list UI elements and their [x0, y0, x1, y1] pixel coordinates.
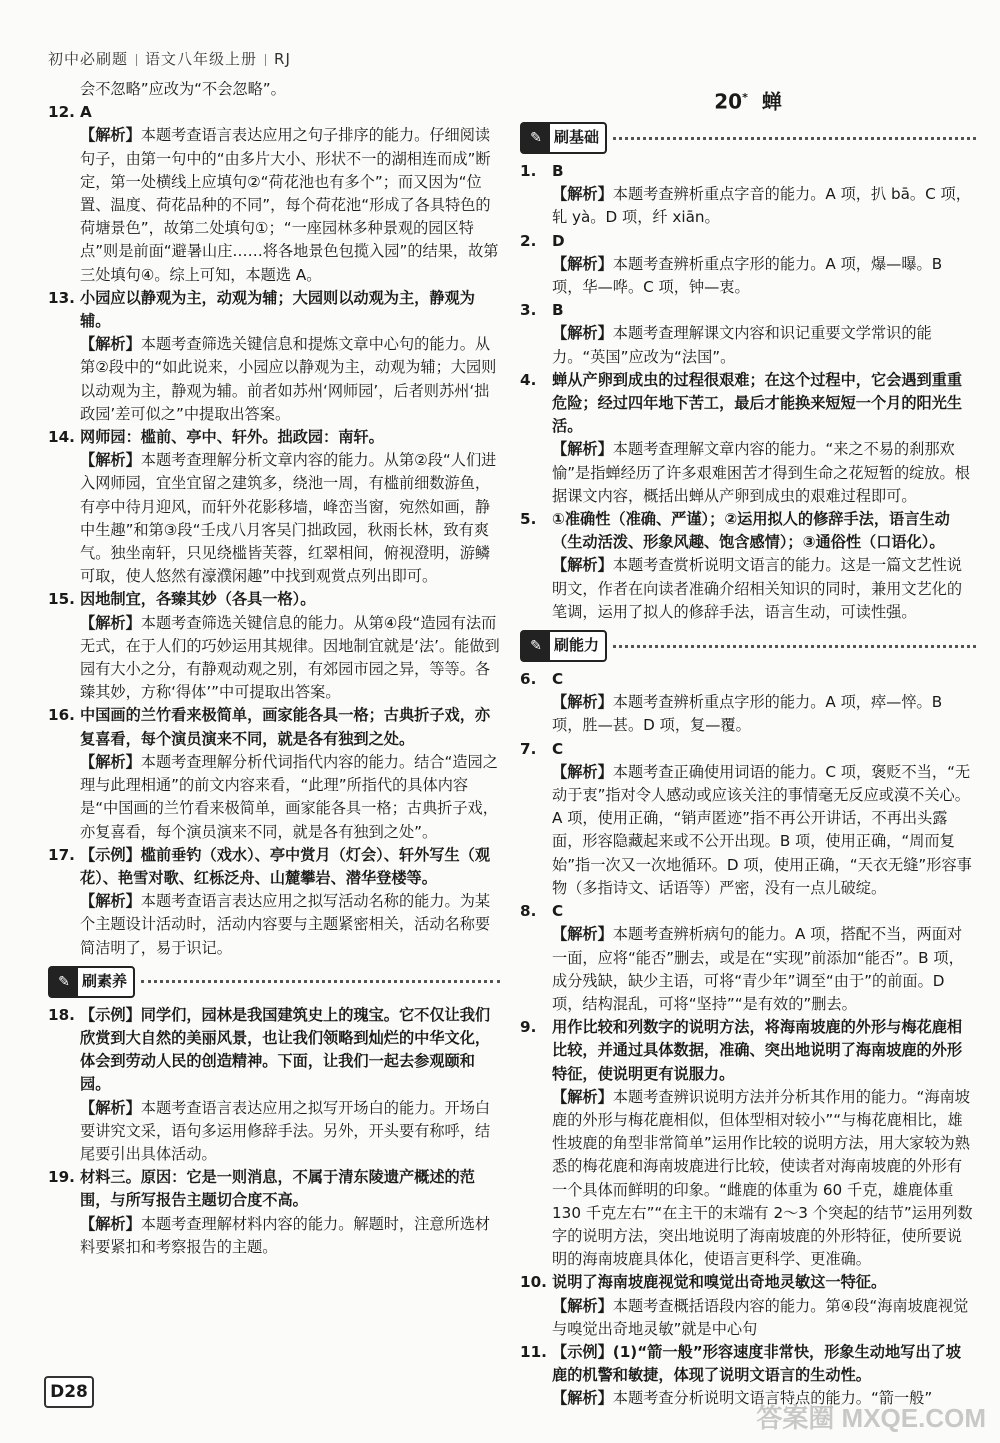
item-answer: A: [80, 103, 92, 122]
analysis-tag: 【解析】: [80, 335, 141, 354]
pencil-icon: ✎: [522, 124, 550, 152]
analysis-tag: 【解析】: [80, 1098, 141, 1117]
analysis-text: 本题考查理解分析代词指代内容的能力。结合“造园之理与此理相通”的前文内容来看，“此理”所指代的具体内容是“中国画的兰竹看来极简单，画家能各具一格；古典折子戏，亦复喜看，每个演员演来不同，就是各有独到之处”。: [80, 752, 498, 841]
analysis-tag: 【解析】: [552, 693, 613, 712]
section-bar-nengli: [520, 630, 976, 662]
item-number: 17.: [48, 845, 75, 864]
item-answer: B: [552, 162, 564, 180]
answer-item: [520, 299, 976, 322]
right-column: [520, 86, 976, 1411]
item-answer: 小园应以静观为主，动观为辅；大园则以动观为主，静观为辅。: [80, 288, 475, 331]
running-header: [48, 48, 291, 69]
item-answer: D: [552, 231, 565, 250]
item-answer: C: [552, 902, 564, 921]
item-analysis: [48, 449, 500, 588]
item-analysis: [520, 691, 976, 737]
analysis-text: 本题考查语言表达应用之句子排序的能力。仔细阅读句子，由第一句中的“由多片大小、形状不一的湖相连而成”断定，第一处横线上应填句②“荷花池也有多个”；而又因为“位置、温度、荷花品种的不同”，每个荷花池“形成了各具特色的荷塘景色”，故第二处填句①；“一座园林多种景观的园区特点”则是前面“避暑山庄……将各地景色包揽入园”的结果，故第三处填句④。综上可知，本题选 A。: [80, 126, 499, 284]
section-title: 刷基础: [554, 128, 600, 147]
answer-item: [520, 668, 976, 691]
item-answer: 蝉从产卵到成虫的过程很艰难；在这个过程中，它会遇到重重危险；经过四年地下苦工，最后才能换来短短一个月的阳光生活。: [552, 370, 963, 436]
analysis-text: 本题考查理解材料内容的能力。解题时，注意所选材料要紧扣和考察报告的主题。: [80, 1214, 491, 1256]
analysis-text: 本题考查辨识说明方法并分析其作用的能力。“海南坡鹿的外形与梅花鹿相似，但体型相对较小”“与梅花鹿相比，雄性坡鹿的角型非常简单”运用作比较的说明方法，用大家较为熟悉的梅花鹿和海南坡鹿进行比较，使读者对海南坡鹿的外形有一个具体而鲜明的印象。“雌鹿的体重为 60 千克，雄鹿体重 130 千克左右”“在主干的末端有 2～3 个突起的结节”运用列数字的说明方法，突出地说明了海南坡鹿的外形特征，使所要说明的海南坡鹿具体化，使语言更科学、更准确。: [552, 1087, 973, 1269]
item-analysis: [48, 890, 500, 960]
answer-item: [520, 230, 976, 253]
item-answer: 【示例】槛前垂钓（戏水）、亭中赏月（灯会）、轩外写生（观花）、艳雪对歌、红栎泛舟、山麓攀岩、潜华登楼等。: [80, 845, 491, 887]
analysis-tag: 【解析】: [552, 1296, 613, 1315]
item-analysis: [520, 761, 976, 900]
answer-item: [520, 508, 976, 554]
left-items: [48, 101, 500, 960]
analysis-tag: 【解析】: [80, 752, 141, 771]
item-number: 12.: [48, 103, 75, 122]
item-number: 11.: [520, 1342, 547, 1361]
item-number: 8.: [520, 902, 537, 921]
book-subject: 语文八年级上册: [145, 50, 258, 68]
analysis-text: 本题考查理解分析文章内容的能力。从第②段“人们进入网师园，宜坐宜留之建筑多，绕池一周，有槛前细数游鱼，有亭中待月迎风，而轩外花影移墙，峰峦当窗，宛然如画，静中生趣”和第③段“壬戌八月客吴门拙政园，秋雨长林，致有爽气。独坐南轩，只见绕槛皆芙蓉，红翠相间，俯视澄明，游鳞可取，使人悠然有濠濮闲趣”中找到观赏点列出即可。: [80, 451, 497, 586]
analysis-text: 本题考查理解课文内容和识记重要文学常识的能力。“英国”应改为“法国”。: [552, 324, 932, 366]
pencil-icon: ✎: [50, 968, 78, 996]
item-number: 5.: [520, 510, 537, 529]
item-answer: ①准确性（准确、严谨）；②运用拟人的修辞手法，语言生动（生动活泼、形象风趣、饱含感情）；③通俗性（口语化）。: [552, 510, 950, 552]
analysis-text: 本题考查语言表达应用之拟写活动名称的能力。为某个主题设计活动时，活动内容要与主题紧密相关，活动名称要简洁明了，易于识记。: [80, 892, 491, 957]
answer-item: [48, 588, 500, 611]
page-number: D28: [44, 1376, 94, 1408]
section-bar-jichu: [520, 122, 976, 154]
answer-item: [48, 704, 500, 750]
item-number: 1.: [520, 162, 537, 180]
analysis-text: 本题考查辨析重点字形的能力。A 项，爆—曝。B 项，华—哗。C 项，钟—衷。: [552, 254, 943, 297]
analysis-text: 本题考查筛选关键信息的能力。从第④段“造园有法而无式，在于人们的巧妙运用其规律。因地制宜就是‘法’。能做到园有大小之分，有静观动观之别，有郊园市园之异，等等。各臻其妙，方称‘得体’”中可提取出答案。: [80, 613, 500, 702]
item-analysis: [48, 751, 500, 844]
book-name: 初中必刷题: [48, 50, 129, 68]
left-items-2: [48, 1004, 500, 1259]
item-analysis: [48, 612, 500, 705]
item-number: 7.: [520, 739, 537, 758]
lesson-number: 20: [714, 89, 743, 114]
analysis-tag: 【解析】: [552, 440, 613, 459]
item-number: 3.: [520, 301, 537, 320]
analysis-tag: 【解析】: [552, 185, 613, 204]
item-analysis: [48, 1097, 500, 1167]
analysis-tag: 【解析】: [552, 324, 613, 343]
item-number: 2.: [520, 231, 537, 250]
answer-item: [48, 844, 500, 890]
answer-item: [520, 160, 976, 183]
lesson-name: 蝉: [761, 89, 782, 114]
item-analysis: [520, 253, 976, 299]
lesson-title: [520, 86, 976, 114]
section-title: 刷素养: [82, 972, 128, 991]
item-answer: 中国画的兰竹看来极简单，画家能各具一格；古典折子戏，亦复喜看，每个演员演来不同，就是各有独到之处。: [80, 706, 491, 748]
answer-item: [520, 1341, 976, 1387]
analysis-text: 本题考查分析说明文语言特点的能力。“箭一般”: [612, 1389, 933, 1408]
pencil-icon: ✎: [522, 632, 550, 660]
item-answer: 网师园：槛前、亭中、轩外。拙政园：南轩。: [80, 428, 384, 447]
answer-item: [520, 738, 976, 761]
item-number: 10.: [520, 1273, 547, 1292]
analysis-text: 本题考查辨析病句的能力。A 项，搭配不当，两面对一面，应将“能否”删去，或是在“实现”前添加“能否”。B 项，成分残缺，缺少主语，可将“青少年”调至“由于”的前面。D 项，结构混乱，可将“坚持”“是有效的”删去。: [552, 925, 964, 1013]
analysis-text: 本题考查概括语段内容的能力。第④段“海南坡鹿视觉与嗅觉出奇地灵敏”就是中心句: [552, 1296, 969, 1338]
item-answer: 因地制宜，各臻其妙（各具一格）。: [80, 590, 316, 609]
analysis-text: 本题考查赏析说明文语言的能力。这是一篇文艺性说明文，作者在向读者准确介绍相关知识的同时，兼用文艺化的笔调，运用了拟人的修辞手法，语言生动，可读性强。: [552, 556, 963, 621]
item-analysis: [520, 1086, 976, 1272]
analysis-tag: 【解析】: [552, 556, 613, 575]
item-number: 18.: [48, 1005, 75, 1024]
item-analysis: [48, 1213, 500, 1259]
section-title: 刷能力: [554, 636, 600, 655]
item-analysis: [520, 1295, 976, 1341]
left-column: [48, 78, 500, 1259]
analysis-tag: 【解析】: [80, 126, 141, 145]
item-number: 9.: [520, 1018, 537, 1037]
answer-item: [48, 287, 500, 333]
item-number: 16.: [48, 706, 75, 725]
item-analysis: [520, 183, 976, 229]
analysis-tag: 【解析】: [552, 925, 613, 944]
answer-item: [48, 1004, 500, 1097]
item-number: 4.: [520, 370, 537, 389]
book-edition: RJ: [274, 50, 291, 68]
item-analysis: [520, 923, 976, 1016]
item-answer: 材料三。原因：它是一则消息，不属于清东陵遗产概述的范围，与所写报告主题切合度不高。: [80, 1168, 475, 1210]
answer-item: [48, 426, 500, 449]
analysis-text: 本题考查语言表达应用之拟写开场白的能力。开场白要讲究文采，语句多运用修辞手法。另外，开头要有称呼，结尾要引出具体活动。: [80, 1098, 491, 1163]
analysis-tag: 【解析】: [80, 613, 141, 632]
item-answer: 说明了海南坡鹿视觉和嗅觉出奇地灵敏这一特征。: [552, 1273, 887, 1292]
lesson-mark: *: [742, 91, 748, 104]
item-answer: 用作比较和列数字的说明方法，将海南坡鹿的外形与梅花鹿相比较，并通过具体数据，准确、突出地说明了海南坡鹿的外形特征，使说明更有说服力。: [552, 1018, 963, 1083]
item-number: 13.: [48, 288, 75, 307]
watermark: 答案圈 MXQE.COM: [756, 1403, 986, 1433]
analysis-text: 本题考查理解文章内容的能力。“来之不易的刹那欢愉”是指蝉经历了许多艰难困苦才得到生命之花短暂的绽放。根据课文内容，概括出蝉从产卵到成虫的艰难过程即可。: [552, 440, 970, 505]
item-analysis: [48, 124, 500, 286]
analysis-text: 本题考查筛选关键信息和提炼文章中心句的能力。从第②段中的“如此说来，小园应以静观为主，动观为辅；大园则以动观为主，静观为辅。前者如苏州‘网师园’，后者则苏州‘拙政园’差可似之”中提取出答案。: [80, 335, 497, 423]
analysis-text: 本题考查辨析重点字音的能力。A 项，扒 bā。C 项，轧 yà。D 项，纤 xiān。: [552, 185, 971, 227]
item-analysis: [520, 554, 976, 624]
analysis-tag: 【解析】: [552, 254, 613, 273]
analysis-tag: 【解析】: [552, 762, 613, 781]
item-number: 6.: [520, 670, 537, 689]
analysis-text: 本题考查辨析重点字形的能力。A 项，瘁—悴。B 项，胜—甚。D 项，复—覆。: [552, 693, 943, 735]
item-analysis: [48, 333, 500, 426]
item-number: 19.: [48, 1168, 75, 1187]
item-analysis: [520, 438, 976, 508]
item-answer: C: [552, 739, 564, 758]
answer-item: [520, 900, 976, 923]
item-answer: 【示例】(1)“箭一般”形容速度非常快，形象生动地写出了坡鹿的机警和敏捷，体现了说明文语言的生动性。: [552, 1342, 961, 1385]
analysis-text: 本题考查正确使用词语的能力。C 项，褒贬不当，“无动于衷”指对令人感动或应该关注的事情毫无反应或漠不关心。A 项，使用正确，“销声匿迹”指不再公开讲话，不再出头露面，形容隐藏起来或不公开出现。B 项，使用正确，“周而复始”指一次又一次地循环。D 项，使用正确，“天衣无缝”形容事物（多指诗文、话语等）严密，没有一点儿破绽。: [552, 762, 972, 897]
analysis-tag: 【解析】: [80, 1214, 141, 1233]
item-analysis: [520, 322, 976, 368]
analysis-tag: 【解析】: [80, 892, 141, 911]
item-answer: C: [552, 670, 564, 689]
right-items-2: [520, 668, 976, 1411]
answer-item: [48, 1166, 500, 1212]
analysis-tag: 【解析】: [80, 451, 141, 470]
analysis-tag: 【解析】: [552, 1087, 613, 1106]
item-number: 14.: [48, 428, 75, 447]
item-number: 15.: [48, 590, 75, 609]
answer-item: [520, 369, 976, 439]
section-bar-suyang: [48, 966, 500, 998]
answer-item: [520, 1016, 976, 1086]
continued-text: 会不忽略”应改为“不会忽略”。: [80, 80, 286, 98]
analysis-tag: 【解析】: [552, 1389, 613, 1408]
answer-item: [48, 101, 500, 124]
item-answer: B: [552, 301, 564, 320]
right-items-1: [520, 160, 976, 624]
answer-item: [520, 1271, 976, 1294]
item-answer: 【示例】同学们，园林是我国建筑史上的瑰宝。它不仅让我们欣赏到大自然的美丽风景，也让我们领略到灿烂的中华文化，体会到劳动人民的创造精神。下面，让我们一起去参观颐和园。: [80, 1005, 491, 1094]
